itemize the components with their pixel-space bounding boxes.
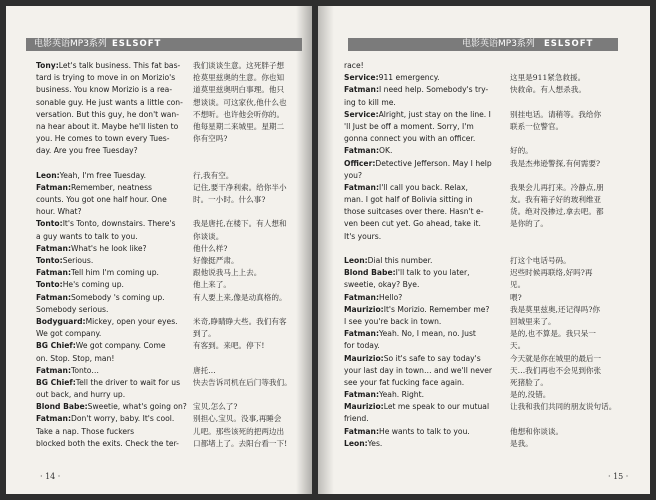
- translation-line: 他想和你谈谈。: [510, 426, 564, 436]
- dialogue-text: Hello?: [378, 292, 403, 302]
- dialogue-text: 'll Just be off a moment. Sorry, I'm: [344, 121, 474, 131]
- speaker-name: Fatman:: [344, 390, 379, 400]
- dialogue-text: ven been cut yet. Go ahead, take it.: [344, 219, 481, 229]
- speaker-name: Fatman:: [344, 146, 379, 156]
- dialogue-text: your last day in town… and we'll never: [344, 365, 493, 375]
- translation-line: 是你的了。: [510, 219, 548, 229]
- dialogue-line: [36, 389, 191, 401]
- dialogue-line: [36, 145, 191, 157]
- dialogue-line: [36, 97, 191, 109]
- translation-line: 快救命。有人想杀我。: [510, 85, 586, 95]
- dialogue-line: [36, 170, 191, 182]
- speaker-name: Fatman:: [36, 292, 71, 302]
- dialogue-line: [36, 133, 191, 145]
- dialogue-line: [36, 401, 191, 413]
- translation-line: 跟他说我马上上去。: [193, 268, 262, 278]
- dialogue-text: Let me speak to our mutual: [383, 402, 490, 412]
- translation-line: 你有空吗?: [193, 134, 228, 144]
- dialogue-line: [344, 170, 508, 182]
- translation-line: 行,我有空。: [193, 170, 234, 180]
- dialogue-line: [344, 316, 508, 328]
- speaker-name: Maurizio:: [344, 304, 384, 314]
- left-page: [6, 6, 312, 494]
- dialogue-text: hour. What?: [36, 207, 82, 217]
- english-dialogue: [344, 60, 508, 450]
- dialogue-line: [36, 292, 191, 304]
- dialogue-text: So it's safe to say today's: [383, 353, 481, 363]
- blank-line: [193, 353, 293, 365]
- dialogue-line: [36, 304, 191, 316]
- dialogue-line: [344, 206, 508, 218]
- speaker-name: Fatman:: [344, 85, 379, 95]
- dialogue-text: Mickey, open your eyes.: [85, 316, 178, 326]
- speaker-name: Tonto:: [36, 280, 63, 290]
- translation-line: 到了。: [193, 329, 216, 339]
- dialogue-line: [344, 145, 508, 157]
- dialogue-text: Remember, neatness: [70, 182, 153, 192]
- english-dialogue: [36, 60, 191, 450]
- translation-line: 好像挺严肃。: [193, 256, 239, 265]
- dialogue-text: I need help. Somebody's try-: [378, 85, 489, 95]
- dialogue-text: What's he look like?: [70, 243, 147, 253]
- speaker-name: Fatman:: [36, 182, 71, 192]
- speaker-name: Bodyguard:: [36, 316, 86, 326]
- dialogue-text: ing to kill me.: [344, 97, 396, 107]
- translation-line: 联系一位警官。: [510, 121, 564, 131]
- dialogue-text: business. You know Morizio is a rea-: [36, 85, 173, 95]
- speaker-name: Blond Babe:: [36, 402, 88, 412]
- dialogue-text: We got company.: [36, 329, 102, 339]
- translation-line: 我果会儿再打来。冷静点,朋: [510, 182, 604, 192]
- speaker-name: Leon:: [344, 256, 368, 265]
- blank-line: [510, 413, 620, 425]
- dialogue-line: [36, 60, 191, 72]
- dialogue-line: [36, 206, 191, 218]
- dialogue-line: [344, 279, 508, 291]
- dialogue-text: sonable guy. He just wants a little con-: [36, 97, 183, 107]
- gutter-shadow: [318, 6, 334, 494]
- speaker-name: Officer:: [344, 158, 376, 168]
- dialogue-text: sweetie, okay? Bye.: [344, 280, 420, 290]
- dialogue-line: [344, 353, 508, 365]
- translation-line: 喂?: [510, 292, 522, 302]
- translation-line: 记住,要干净利索。给你半小: [193, 182, 287, 192]
- dialogue-line: [344, 121, 508, 133]
- dialogue-text: blocked both the exits. Check the ter-: [36, 438, 179, 448]
- dialogue-line: [344, 292, 508, 304]
- dialogue-line: [344, 413, 508, 425]
- dialogue-line: [344, 389, 508, 401]
- page-number: · 15 ·: [608, 472, 629, 481]
- blank-line: [510, 133, 620, 145]
- dialogue-text: Tell the driver to wait for us: [75, 377, 181, 387]
- speaker-name: Fatman:: [36, 268, 71, 278]
- translation-line: 唐托…: [193, 365, 216, 375]
- blank-line: [193, 389, 293, 401]
- dialogue-line: [36, 365, 191, 377]
- blank-line: [510, 243, 620, 255]
- blank-line: [193, 304, 293, 316]
- dialogue-text: He wants to talk to you.: [378, 426, 470, 436]
- translation-line: 他什么样?: [193, 243, 228, 253]
- dialogue-line: [344, 365, 508, 377]
- dialogue-line: [36, 84, 191, 96]
- translation-line: 回城里来了。: [510, 316, 556, 326]
- translation-line: 死猪脸了。: [510, 377, 548, 387]
- speaker-name: Fatman:: [344, 292, 379, 302]
- dialogue-text: you. He comes to town every Tues-: [36, 134, 170, 144]
- dialogue-line: [344, 60, 508, 72]
- speaker-name: Fatman:: [344, 426, 379, 436]
- blank-line: [193, 145, 293, 157]
- dialogue-line: [36, 255, 191, 267]
- speaker-name: Service:: [344, 73, 379, 83]
- dialogue-text: It's Morizio. Remember me?: [383, 304, 490, 314]
- translation-line: 道莫里兹奥明白事理。他只: [193, 85, 285, 95]
- translation-line: 友。我有箱子好的玻利维亚: [510, 195, 602, 205]
- translation-line: 货。绝对没掺过,拿去吧。都: [510, 207, 604, 217]
- dialogue-line: [344, 218, 508, 230]
- dialogue-line: [36, 267, 191, 279]
- speaker-name: Leon:: [344, 438, 368, 448]
- dialogue-line: [36, 109, 191, 121]
- dialogue-line: [344, 72, 508, 84]
- translation-line: 打这个电话号码。: [510, 256, 571, 265]
- dialogue-line: [344, 438, 508, 450]
- speaker-name: BG Chief:: [36, 377, 76, 387]
- dialogue-text: gonna connect you with an officer.: [344, 134, 476, 144]
- dialogue-line: [36, 438, 191, 450]
- dialogue-line: [36, 121, 191, 133]
- speaker-name: Service:: [344, 109, 379, 119]
- speaker-name: Fatman:: [344, 182, 379, 192]
- dialogue-text: Yeah. No, I mean, no. Just: [378, 329, 476, 339]
- blank-line: [193, 206, 293, 218]
- translation-line: 我是莫里兹奥,还记得吗?你: [510, 304, 601, 314]
- dialogue-line: [36, 413, 191, 425]
- dialogue-line: [344, 194, 508, 206]
- dialogue-text: a guy wants to talk to you.: [36, 231, 138, 241]
- translation-line: 是的,也不算是。我只呆一: [510, 329, 596, 339]
- dialogue-text: friend.: [344, 414, 369, 424]
- running-header: [26, 38, 302, 51]
- translation-line: 我是唐托,在楼下。有人想和: [193, 219, 287, 229]
- translation-line: 你谈谈。: [193, 231, 224, 241]
- translation-line: 宝贝,怎么了?: [193, 402, 238, 412]
- dialogue-text: you?: [344, 170, 362, 180]
- translation-line: 是的,没错。: [510, 390, 551, 400]
- dialogue-text: Dial this number.: [367, 256, 433, 265]
- translation-line: 米奇,睁睛睁大些。我们有客: [193, 316, 287, 326]
- dialogue-line: [36, 243, 191, 255]
- dialogue-text: versation. But this guy, he don't wan-: [36, 109, 179, 119]
- dialogue-line: [344, 97, 508, 109]
- dialogue-line: [36, 218, 191, 230]
- translation-line: 快去告诉司机在后门等我们。: [193, 377, 292, 387]
- translation-line: 别担心,宝贝。没事,再睡会: [193, 414, 282, 424]
- dialogue-text: Let's talk business. This fat bas-: [58, 61, 181, 70]
- speaker-name: Fatman:: [36, 414, 71, 424]
- dialogue-text: see your fat fucking face again.: [344, 377, 465, 387]
- dialogue-text: for today.: [344, 341, 380, 351]
- dialogue-text: It's yours.: [344, 231, 382, 241]
- speaker-name: Fatman:: [36, 365, 71, 375]
- speaker-name: BG Chief:: [36, 341, 76, 351]
- gutter-shadow: [296, 6, 312, 494]
- translation-line: 好的。: [510, 146, 533, 156]
- dialogue-text: Somebody 's coming up.: [70, 292, 165, 302]
- dialogue-text: those suitcases over there. Hasn't e-: [344, 207, 484, 217]
- dialogue-text: He's coming up.: [62, 280, 124, 290]
- dialogue-text: I'll call you back. Relax,: [378, 182, 468, 192]
- blank-line: [510, 60, 620, 72]
- brand-label: ESLSOFT: [112, 39, 162, 49]
- dialogue-text: on. Stop. Stop, man!: [36, 353, 115, 363]
- dialogue-text: Don't worry, baby. It's cool.: [70, 414, 175, 424]
- dialogue-text: It's Tonto, downstairs. There's: [62, 219, 176, 229]
- speaker-name: Tonto:: [36, 256, 63, 265]
- dialogue-text: tard is trying to move in on Morizio's: [36, 73, 176, 83]
- dialogue-text: race!: [344, 61, 364, 70]
- dialogue-line: [344, 255, 508, 267]
- dialogue-text: Serious.: [62, 256, 94, 265]
- dialogue-text: out back, and hurry up.: [36, 390, 126, 400]
- dialogue-text: Tell him I'm coming up.: [70, 268, 159, 278]
- translation-line: 时。一小时。什么事?: [193, 195, 266, 205]
- dialogue-line: [36, 182, 191, 194]
- dialogue-text: Take a nap. Those fuckers: [36, 426, 135, 436]
- speaker-name: Maurizio:: [344, 353, 384, 363]
- blank-line: [510, 231, 620, 243]
- blank-line: [344, 243, 508, 255]
- translation-line: 有人要上来,像是动真格的。: [193, 292, 287, 302]
- dialogue-text: na hear about it. Maybe he'll listen to: [36, 121, 179, 131]
- blank-line: [510, 170, 620, 182]
- translation-line: 我们谈谈生意。这死胖子想: [193, 61, 285, 70]
- speaker-name: Fatman:: [36, 243, 71, 253]
- page-number: · 14 ·: [40, 472, 61, 481]
- dialogue-line: [36, 377, 191, 389]
- speaker-name: Maurizio:: [344, 402, 384, 412]
- translation-line: 见。: [510, 280, 526, 290]
- dialogue-line: [344, 340, 508, 352]
- translation-line: 儿吧。那些该死的把两边出: [193, 426, 285, 436]
- dialogue-text: OK.: [378, 146, 393, 156]
- translation-line: 这里是911紧急救援。: [510, 73, 586, 83]
- dialogue-line: [36, 194, 191, 206]
- translation-line: 口都堵上了。去阳台看一下!: [193, 438, 288, 448]
- dialogue-line: [344, 267, 508, 279]
- dialogue-text: man. I got half of Bolivia sitting in: [344, 195, 473, 205]
- translation-line: 我是杰弗逊警探,有何需要?: [510, 158, 601, 168]
- brand-label: ESLSOFT: [544, 39, 594, 49]
- translation-line: 天…我们再也不会见到你张: [510, 365, 602, 375]
- dialogue-text: I see you're back in town.: [344, 316, 442, 326]
- dialogue-text: Detective Jefferson. May I help: [375, 158, 492, 168]
- translation-line: 是我。: [510, 438, 533, 448]
- dialogue-text: Yes.: [367, 438, 383, 448]
- dialogue-line: [344, 426, 508, 438]
- dialogue-text: I'll talk to you later,: [395, 268, 470, 278]
- blank-line: [510, 97, 620, 109]
- translation-line: 天。: [510, 341, 526, 351]
- dialogue-line: [36, 279, 191, 291]
- dialogue-line: [344, 231, 508, 243]
- dialogue-line: [344, 328, 508, 340]
- dialogue-text: 911 emergency.: [378, 73, 440, 83]
- dialogue-text: Somebody serious.: [36, 304, 109, 314]
- translation-line: 别挂电话。请稍等。我给你: [510, 109, 602, 119]
- dialogue-line: [344, 133, 508, 145]
- dialogue-line: [36, 72, 191, 84]
- blank-line: [193, 158, 293, 170]
- dialogue-line: [36, 328, 191, 340]
- dialogue-line: [36, 316, 191, 328]
- dialogue-line: [36, 353, 191, 365]
- right-page: [318, 6, 650, 494]
- dialogue-line: [36, 340, 191, 352]
- speaker-name: Leon:: [36, 170, 60, 180]
- dialogue-line: [344, 377, 508, 389]
- dialogue-line: [344, 84, 508, 96]
- dialogue-text: day. Are you free Tuesday?: [36, 146, 138, 156]
- dialogue-text: Tonto…: [70, 365, 100, 375]
- dialogue-text: Sweetie, what's going on?: [87, 402, 187, 412]
- dialogue-line: [36, 426, 191, 438]
- dialogue-line: [36, 231, 191, 243]
- dialogue-line: [344, 158, 508, 170]
- translation-line: 他每星期二来城里。星期二: [193, 121, 285, 131]
- dialogue-line: [344, 182, 508, 194]
- speaker-name: Blond Babe:: [344, 268, 396, 278]
- dialogue-text: Yeah. Right.: [378, 390, 424, 400]
- dialogue-text: We got company. Come: [75, 341, 166, 351]
- translation-line: 他上来了。: [193, 280, 231, 290]
- translation-line: 迟些时候再联络,好吗?再: [510, 268, 593, 278]
- running-header: [348, 38, 618, 51]
- blank-line: [36, 158, 191, 170]
- translation-line: 抢莫里兹奥的生意。你也知: [193, 73, 285, 83]
- translation-line: 不想听。也许他会听你的。: [193, 109, 285, 119]
- dialogue-line: [344, 304, 508, 316]
- dialogue-line: [344, 401, 508, 413]
- series-title: 电影英语MP3系列: [462, 39, 535, 49]
- speaker-name: Tonto:: [36, 219, 63, 229]
- dialogue-text: Alright, just stay on the line. I: [378, 109, 491, 119]
- translation-line: 想谈谈。可这家伙,他什么也: [193, 97, 287, 107]
- dialogue-line: [344, 109, 508, 121]
- chinese-translation: [193, 60, 293, 450]
- translation-line: 今天就是你在城里的最后一: [510, 353, 602, 363]
- dialogue-text: counts. You got one half hour. One: [36, 195, 167, 205]
- translation-line: 有客到。来吧。停下!: [193, 341, 265, 351]
- speaker-name: Fatman:: [344, 329, 379, 339]
- series-title: 电影英语MP3系列: [34, 39, 107, 49]
- translation-line: 让我和我们共同的朋友说句话。: [510, 402, 617, 412]
- chinese-translation: [510, 60, 620, 450]
- dialogue-text: Yeah, I'm free Tuesday.: [59, 170, 146, 180]
- speaker-name: Tony:: [36, 61, 59, 70]
